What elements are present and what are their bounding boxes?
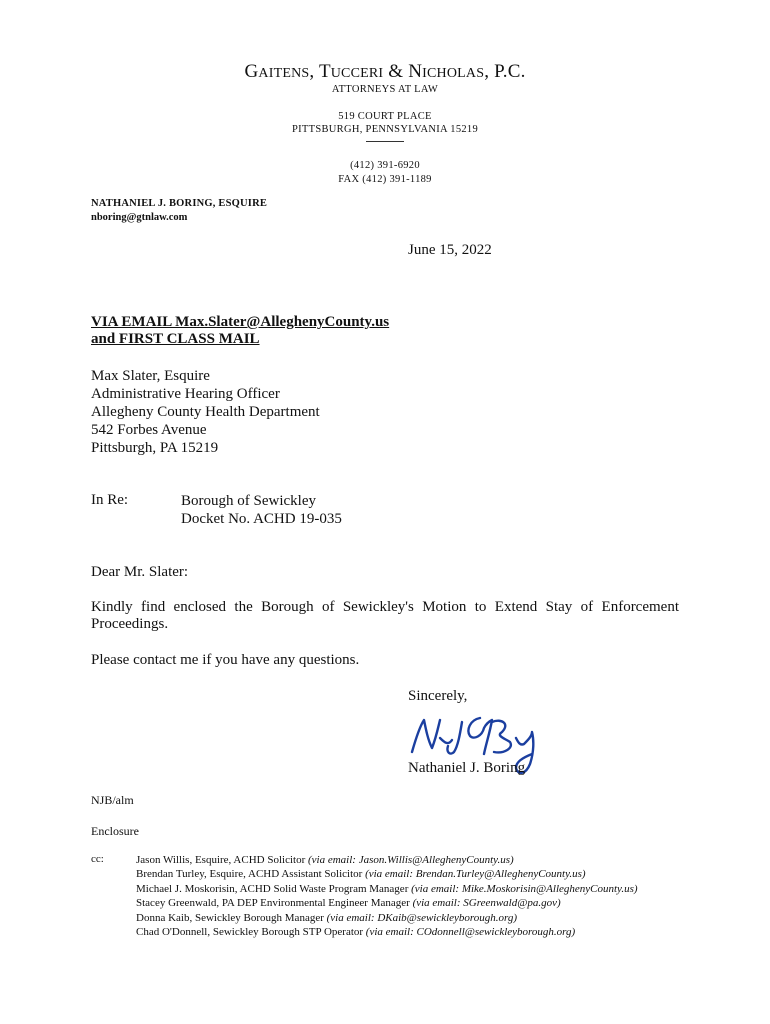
closing: Sincerely, <box>408 688 468 704</box>
firm-address-line1: 519 COURT PLACE <box>338 111 432 122</box>
author-email: nboring@gtnlaw.com <box>91 212 188 223</box>
re-line: Borough of Sewickley <box>181 493 316 509</box>
cc-entry: Jason Willis, Esquire, ACHD Solicitor (via email: Jason.Willis@AlleghenyCounty.us) <box>136 854 514 866</box>
recipient-line: 542 Forbes Avenue <box>91 422 207 438</box>
recipient-line: Pittsburgh, PA 15219 <box>91 440 219 456</box>
cc-entry: Stacey Greenwald, PA DEP Environmental Engineer Manager (via email: SGreenwald@pa.gov) <box>136 897 561 910</box>
recipient-line: Administrative Hearing Officer <box>91 386 280 402</box>
recipient-line: Allegheny County Health Department <box>91 404 320 420</box>
cc-entry: Michael J. Moskorisin, ACHD Solid Waste Program Manager (via email: Mike.Moskorisin@AlleghenyCounty.us) <box>136 882 638 895</box>
body-paragraph: Please contact me if you have any questions. <box>91 652 360 668</box>
recipient-line: Max Slater, Esquire <box>91 368 210 384</box>
firm-subtitle: ATTORNEYS AT LAW <box>331 84 439 95</box>
re-label: In Re: <box>91 492 129 508</box>
author-name: NATHANIEL J. BORING, ESQUIRE <box>91 198 268 209</box>
firm-fax: FAX (412) 391-1189 <box>338 174 432 185</box>
cc-entry: Brendan Turley, Esquire, ACHD Assistant Solicitor (via email: Brendan.Turley@AlleghenyCounty.us) <box>136 868 586 881</box>
recipient-address <box>91 367 320 457</box>
delivery-method-line1: VIA EMAIL Max.Slater@AlleghenyCounty.us <box>91 314 390 330</box>
re-subject <box>181 492 342 528</box>
enclosure-note: Enclosure <box>91 824 139 838</box>
cc-entry: Donna Kaib, Sewickley Borough Manager (via email: DKaib@sewickleyborough.org) <box>136 911 518 924</box>
re-line: Docket No. ACHD 19-035 <box>181 511 342 527</box>
typist-initials: NJB/alm <box>91 793 134 807</box>
signatory-name: Nathaniel J. Boring <box>408 760 526 776</box>
firm-phone: (412) 391-6920 <box>350 160 420 171</box>
firm-address-line2: PITTSBURGH, PENNSYLVANIA 15219 <box>291 124 479 135</box>
letter-date: June 15, 2022 <box>408 242 492 258</box>
cc-entry: Chad O'Donnell, Sewickley Borough STP Operator (via email: COdonnell@sewickleyborough.org) <box>136 926 576 939</box>
cc-label: cc: <box>91 853 104 865</box>
cc-list <box>136 853 638 939</box>
salutation: Dear Mr. Slater: <box>91 564 189 580</box>
body-paragraph: Kindly find enclosed the Borough of Sewickley's Motion to Extend Stay of Enforcement Proceedings. <box>91 599 679 632</box>
letterhead-divider <box>366 141 404 142</box>
delivery-method-line2: and FIRST CLASS MAIL <box>91 331 260 347</box>
firm-name: GAITENS, TUCCERI & NICHOLAS, P.C. <box>244 61 526 82</box>
